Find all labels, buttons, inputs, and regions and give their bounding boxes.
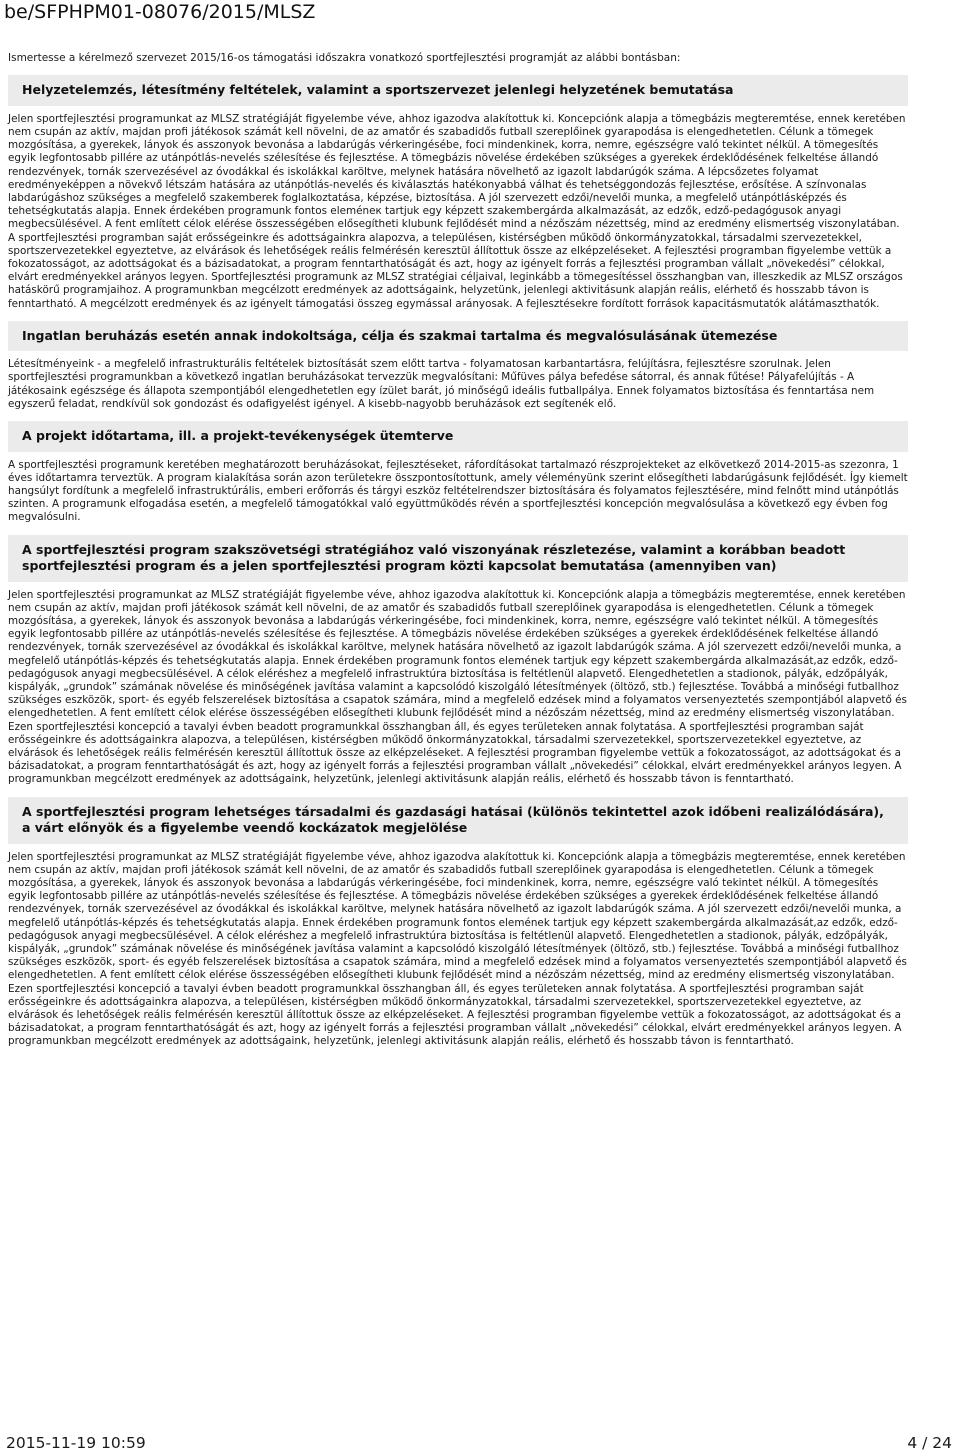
document-id-header: be/SFPHPM01-08076/2015/MLSZ bbox=[4, 1, 316, 23]
page-footer bbox=[0, 1432, 960, 1454]
section-body-social-economic-impact: Jelen sportfejlesztési programunkat az MLSZ stratégiáját figyelembe véve, ahhoz igazodva alakítottuk ki. Koncepciónk alapja a tömegbázis megteremtése, ennek keretében nem csupán az aktív, majdan profi játékosok számát kell növelni, de az amatőr és szabadidős futball szereplőinek gyarapodása is elengedhetetlen. Célunk a tömegek mozgósítása, a gyerekek, lányok és asszonyok bevonása a labdarúgás vérkeringésébe, foci mindenkinek, korra, nemre, egészségre való tekintet nélkül. A tömegesítés egyik legfontosabb pillére az utánpótlás-nevelés szélesítése és fejlesztése. A tömegbázis növelése érdekében szükséges a gyerekek érdeklődésének felkeltése állandó rendezvények, tornák szervezésével az óvodákkal és iskolákkal karöltve, melynek hatására növelhető az igazolt labdarúgók száma. A jól szervezett edzői/nevelői munka, a megfelelő utánpótlás-képzés és tehetségkutatás alapja. Ennek érdekében programunk fontos elemének tartjuk egy képzett szakembergárda alkalmazását,az edzők, edző-pedagógusok anyagi megbecsülésével. A célok eléréshez a megfelelő infrastruktúra biztosítása is feltétlenül alapvető. Elengedhetetlen a stadionok, pályák, edzőpályák, kispályák, „grundok” számának növelése és minőségének javítása valamint a kapcsolódó kiszolgáló létesítmények (öltöző, stb.) fejlesztése. Továbbá a minőségi futballhoz szükséges eszközök, sport- és egyéb felszerelések biztosítása a csapatok számára, mind a megfelelő edzések mind a folyamatos versenyeztetés szempontjából alapvető és elengedhetetlen. A fent említett célok elérése összességében elősegítheti klubunk fejlődését mind a nézőszám nézettség, mind az eredmény elismertség viszonylatában. Ezen sportfejlesztési koncepció a tavalyi évben beadott programunkkal összhangban áll, és egyes területeken annak folytatása. A sportfejlesztési programban saját erősségeinkre és adottságainkra alapozva, a településen, kistérségben működő önkormányzatokkal, társadalmi szervezetekkel, sportszervezetekkel egyeztetve, az elvárások és lehetőségek reális felmérésén keresztül állítottuk össze az elképzeléseket. A fejlesztési programban figyelembe vettük a fokozatosságot, az adottságokat és a bázisadatokat, a program fenntarthatóságát és azt, hogy az igényelt forrás a fejlesztési programban vállalt „növekedési” célokkal, elvárt eredményekkel arányos legyen. A programunkban megcélzott eredmények az adottságaink, helyzetünk, jelenlegi aktivitásunk alapján reális, elérhető és hosszabb távon is fenntartható. bbox=[8, 850, 907, 1048]
footer-page-number: 4 / 24 bbox=[907, 1434, 952, 1452]
intro-text: Ismertesse a kérelmező szervezet 2015/16-os támogatási időszakra vonatkozó sportfejlesztési programját az alábbi bontásban: bbox=[8, 52, 681, 64]
document-content bbox=[0, 40, 960, 1049]
section-heading-situation-analysis: Helyzetelemzés, létesítmény feltételek, valamint a sportszervezet jelenlegi helyzetének bemutatása bbox=[8, 75, 908, 106]
section-body-real-estate-investment: Létesítményeink - a megfelelő infrastrukturális feltételek biztosítását szem előtt tartva - folyamatosan karbantartásra, felújításra, fejlesztésre szorulnak. Jelen sportfejlesztési programunkban a következő ingatlan beruházásokat tervezzük megvalósítani: Műfüves pálya befedése sátorral, és annak fűtése! Pályafelújítás - A játékosaink egészsége és állapota szempontjából elengedhetetlen egy ízület barát, jó minőségű ideális futballpálya. Ennek folyamatos biztosítása és fenntartása nem egyszerű feladat, rendkívül sok gondozást és odafigyelést igényel. A kisebb-nagyobb beruházások ezt segítenék elő. bbox=[8, 358, 875, 410]
section-heading-social-economic-impact: A sportfejlesztési program lehetséges társadalmi és gazdasági hatásai (különös tekintettel azok időbeni realizálódására), a várt előnyök és a figyelembe veendő kockázatok megjelölése bbox=[8, 797, 908, 844]
section-heading-strategy-relation: A sportfejlesztési program szakszövetségi stratégiához való viszonyának részletezése, valamint a korábban beadott sportfejlesztési program és a jelen sportfejlesztési program közti kapcsolat bemutatása (amennyiben van) bbox=[8, 535, 908, 582]
section-body-situation-analysis: Jelen sportfejlesztési programunkat az MLSZ stratégiáját figyelembe véve, ahhoz igazodva alakítottuk ki. Koncepciónk alapja a tömegbázis megteremtése, ennek keretében nem csupán az aktív, majdan profi játékosok számát kell növelni, de az amatőr és szabadidős futball szereplőinek gyarapodása is elengedhetetlen. Célunk a tömegek mozgósítása, a gyerekek, lányok és asszonyok bevonása a labdarúgás vérkeringésébe, foci mindenkinek, korra, nemre, egészségre való tekintet nélkül. A tömegesítés egyik legfontosabb pillére az utánpótlás-nevelés szélesítése és fejlesztése. A tömegbázis növelése érdekében szükséges a gyerekek érdeklődésének felkeltése állandó rendezvények, tornák szervezésével az óvodákkal és iskolákkal karöltve, melynek hatására növelhető az igazolt labdarúgók száma. A lépcsőzetes folyamat eredményeképpen a növekvő létszám hatására az utánpótlás-nevelés és kiválasztás hatékonyabbá válhat és tehetséggondozás fejlesztése, erősítése. A színvonalas labdarúgáshoz szükséges a megfelelő szakemberek foglalkoztatása, képzése, biztosítása. A jól szervezett edzői/nevelői munka, a megfelelő utánpótlásképzés és tehetségkutatás alapja. Ennek érdekében programunk fontos eleméneк tartjuk egy képzett szakembergárda alkalmazását, az edzők, edző-pedagógusok anyagi megbecsülésével. A fent említett célok elérése összességében elősegítheti klubunk fejlődését mind a nézőszám nézettség, mind az eredmény elismertség viszonylatában. A sportfejlesztési programban saját erősségeinkre és adottságainkra alapozva, a településen, kistérségben működő önkormányzatokkal, társadalmi szervezetekkel, sportszervezetekkel egyeztetve, az elvárások és lehetőségek reális felmérésén keresztül állítottuk össze az elképzeléseket. A fejlesztési programban figyelembe vettük a fokozatosságot, az adottságokat és a bázisadatokat, a program fenntarthatóságát és azt, hogy az igényelt forrás a fejlesztési programban vállalt „növekedési” célokkal, elvárt eredményekkel arányos legyen. Sportfejlesztési programunk az MLSZ stratégiai céljaival, leginkább a tömegesítéssel összhangban van, illeszkedik az MLSZ országos hatáskörű programjaihoz. A programunkban megcélzott eredmények az adottságaink, helyzetünk, jelenlegi aktivitásunk alapján reális, elérhető és hosszabb távon is fenntartható. A megcélzott eredmények és az igényelt támogatási összeg egymással arányosak. A fejlesztésekre fordított források kapacitásmutatók alátámaszthatók. bbox=[8, 112, 906, 310]
section-body-strategy-relation: Jelen sportfejlesztési programunkat az MLSZ stratégiáját figyelembe véve, ahhoz igazodva alakítottuk ki. Koncepciónk alapja a tömegbázis megteremtése, ennek keretében nem csupán az aktív, majdan profi játékosok számát kell növelni, de az amatőr és szabadidős futball szereplőinek gyarapodása is elengedhetetlen. Célunk a tömegek mozgósítása, a gyerekek, lányok és asszonyok bevonása a labdarúgás vérkeringésébe, foci mindenkinek, korra, nemre, egészségre való tekintet nélkül. A tömegesítés egyik legfontosabb pillére az utánpótlás-nevelés szélesítése és fejlesztése. A tömegbázis növelése érdekében szükséges a gyerekek érdeklődésének felkeltése állandó rendezvények, tornák szervezésével az óvodákkal és iskolákkal karöltve, melynek hatására növelhető az igazolt labdarúgók száma. A jól szervezett edzői/nevelői munka, a megfelelő utánpótlás-képzés és tehetségkutatás alapja. Ennek érdekében programunk fontos elemének tartjuk egy képzett szakembergárda alkalmazását,az edzők, edző-pedagógusok anyagi megbecsülésével. A célok eléréshez a megfelelő infrastruktúra biztosítása is feltétlenül alapvető. Elengedhetetlen a stadionok, pályák, edzőpályák, kispályák, „grundok” számának növelése és minőségének javítása valamint a kapcsolódó kiszolgáló létesítmények (öltöző, stb.) fejlesztése. Továbbá a minőségi futballhoz szükséges eszközök, sport- és egyéb felszerelések biztosítása a csapatok számára, mind a megfelelő edzések mind a folyamatos versenyeztetés szempontjából alapvető és elengedhetetlen. A fent említett célok elérése összességében elősegítheti klubunk fejlődését mind a nézőszám nézettség, mind az eredmény elismertség viszonylatában. Ezen sportfejlesztési koncepció a tavalyi évben beadott programunkkal összhangban áll, és egyes területeken annak folytatása. A sportfejlesztési programban saját erősségeinkre és adottságainkra alapozva, a településen, kistérségben működő önkormányzatokkal, társadalmi szervezetekkel, sportszervezetekkel egyeztetve, az elvárások és lehetőségek reális felmérésén keresztül állítottuk össze az elképzeléseket. A fejlesztési programban figyelembe vettük a fokozatosságot, az adottságokat és a bázisadatokat, a program fenntarthatóságát és azt, hogy az igényelt forrás a fejlesztési programban vállalt „növekedési” célokkal, elvárt eredményekkel arányos legyen. A programunkban megcélzott eredmények az adottságaink, helyzetünk, jelenlegi aktivitásunk alapján reális, elérhető és hosszabb távon is fenntartható. bbox=[8, 588, 907, 786]
section-heading-real-estate-investment: Ingatlan beruházás esetén annak indokoltsága, célja és szakmai tartalma és megvalósulásának ütemezése bbox=[8, 321, 908, 352]
section-heading-project-duration: A projekt időtartama, ill. a projekt-tevékenységek ütemterve bbox=[8, 421, 908, 452]
section-body-project-duration: A sportfejlesztési programunk keretében meghatározott beruházásokat, fejlesztéseket, ráfordításokat tartalmazó részprojekteket az elkövetkező 2014-2015-as szezonra, 1 éves időtartamra terveztük. A program kialakítása során azon területekre összpontosítottunk, amely véleményünk szerint elősegítheti labdarúgásunk fejlődését. Így kiemelt hangsúlyt fordítunk a megfelelő infrastruktúrális, emberi erőforrás és tárgyi eszköz feltételrendszer biztosítására és folyamatos fejlesztésére, mind felnőtt mind utánpótlás szinten. A programunk elfogadása esetén, a megfelelő támogatókkal való együttműködés révén a sportfejlesztési koncepción megvalósulása a következő egy évben fog megvalósulni. bbox=[8, 458, 908, 524]
footer-timestamp: 2015-11-19 10:59 bbox=[6, 1434, 146, 1452]
